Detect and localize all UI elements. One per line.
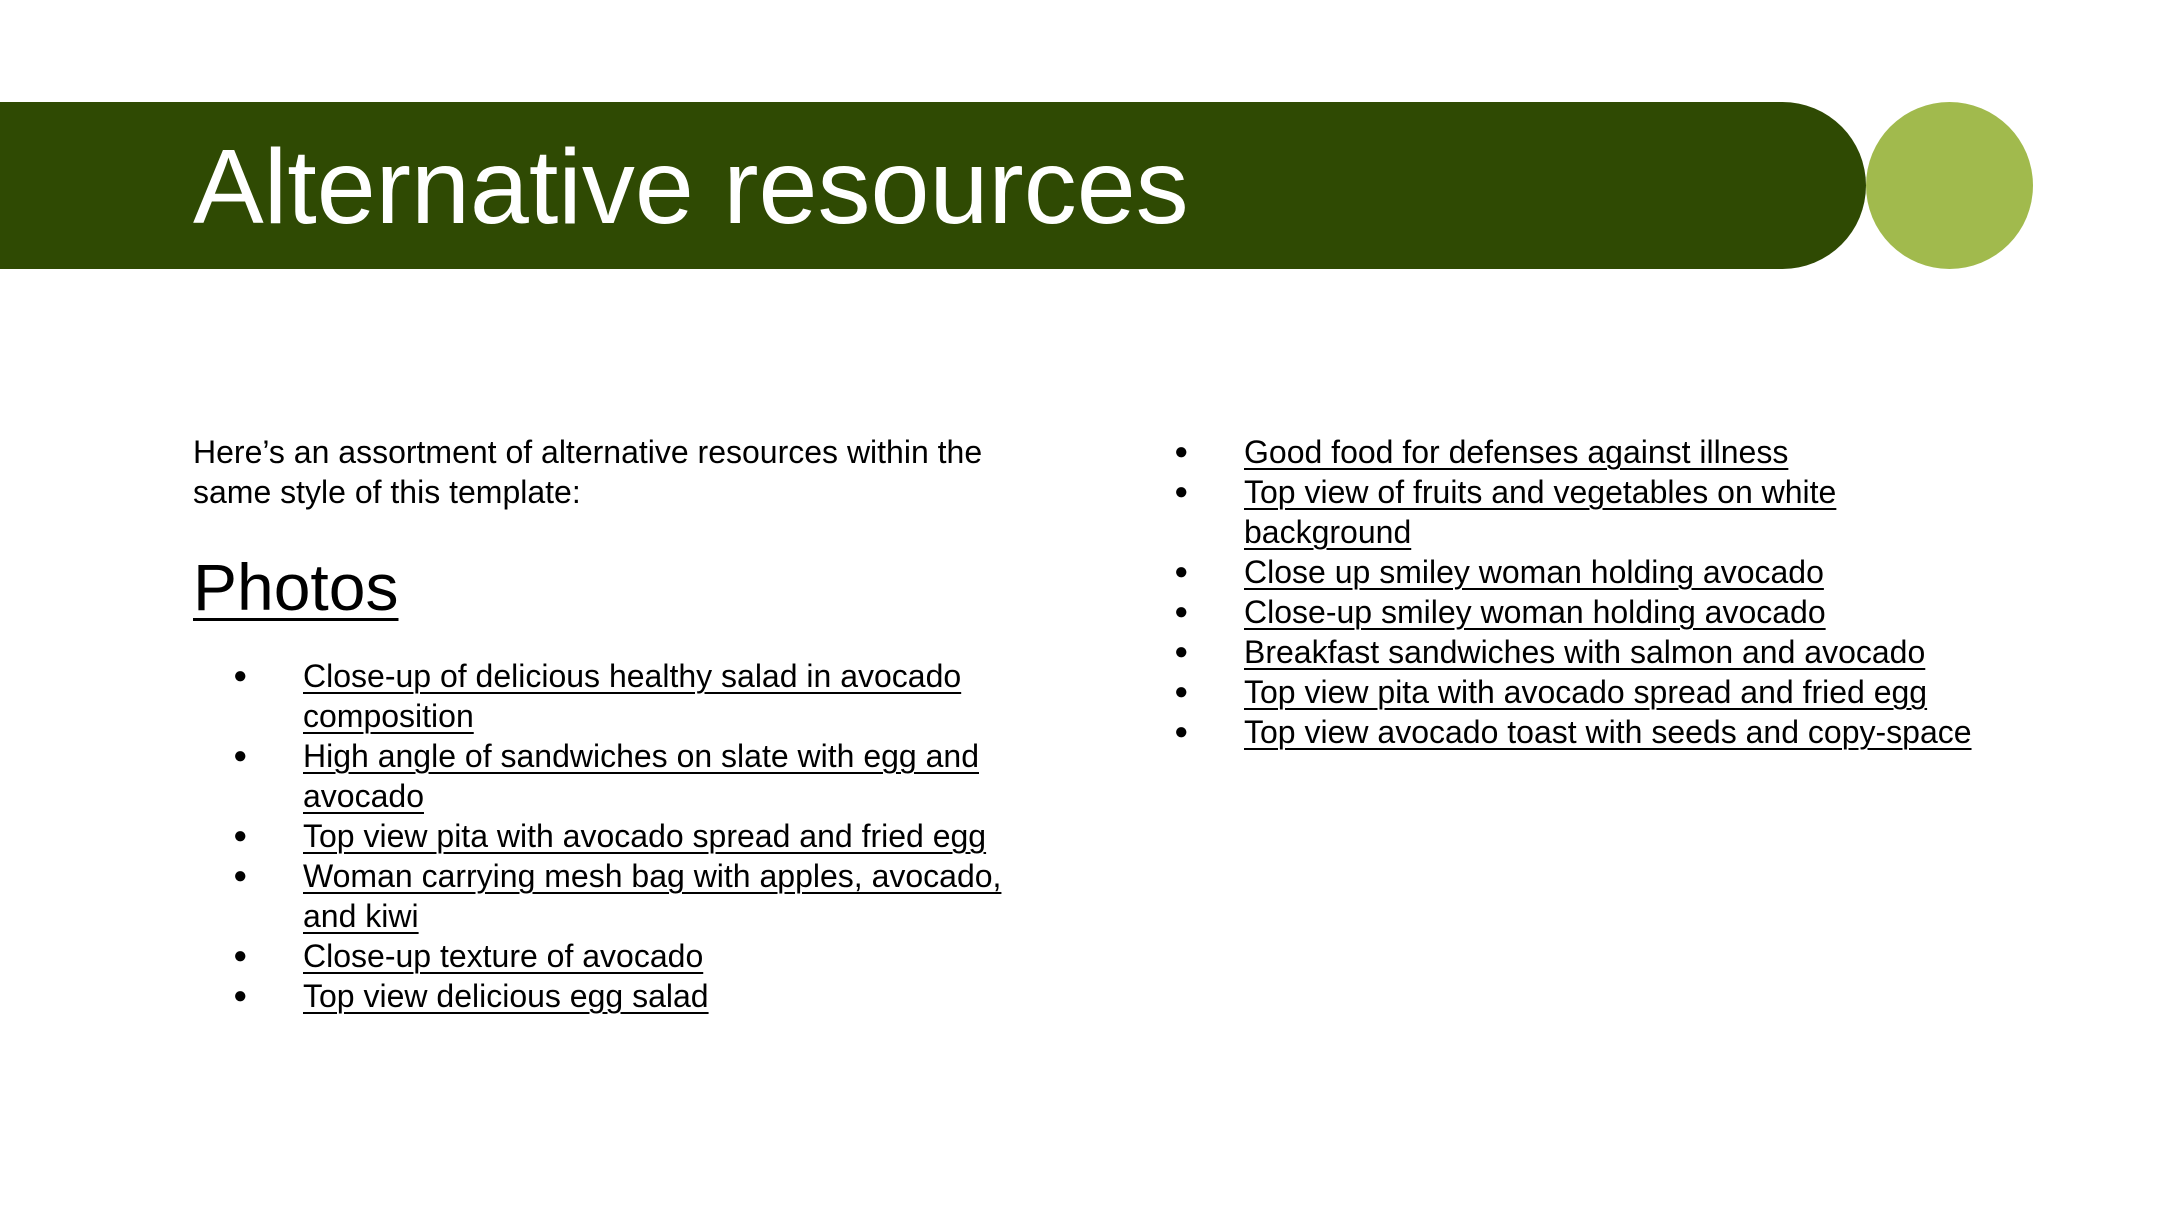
list-item — [193, 736, 1053, 816]
intro-text: Here’s an assortment of alternative resources within the same style of this template: — [193, 434, 983, 510]
resource-link[interactable]: Good food for defenses against illness — [1244, 434, 1789, 470]
bullet-icon: ● — [233, 942, 248, 969]
list-item — [193, 976, 1053, 1016]
bullet-icon: ● — [1174, 558, 1189, 585]
list-item — [1172, 472, 2002, 552]
resource-link[interactable]: Top view pita with avocado spread and fried egg — [303, 818, 987, 854]
photos-link-list-right — [1172, 432, 2002, 752]
right-column — [1172, 432, 2002, 752]
list-item — [193, 936, 1053, 976]
resource-link[interactable]: Close-up of delicious healthy salad in avocado composition — [303, 658, 962, 734]
resource-link[interactable]: Top view avocado toast with seeds and copy-space — [1244, 714, 1972, 750]
bullet-icon: ● — [233, 862, 248, 889]
bullet-icon: ● — [1174, 438, 1189, 465]
list-item — [1172, 552, 2002, 592]
resource-link[interactable]: Top view delicious egg salad — [303, 978, 709, 1014]
resource-link[interactable]: Top view pita with avocado spread and fried egg — [1244, 674, 1928, 710]
resource-link[interactable]: High angle of sandwiches on slate with egg and avocado — [303, 738, 979, 814]
list-item — [1172, 592, 2002, 632]
list-item — [193, 856, 1053, 936]
bullet-icon: ● — [1174, 638, 1189, 665]
list-item — [1172, 432, 2002, 472]
left-column — [193, 432, 1053, 1016]
list-item — [1172, 632, 2002, 672]
list-item — [193, 656, 1053, 736]
resource-link[interactable]: Breakfast sandwiches with salmon and avocado — [1244, 634, 1926, 670]
bullet-icon: ● — [1174, 718, 1189, 745]
bullet-icon: ● — [1174, 598, 1189, 625]
photos-heading: Photos — [193, 550, 399, 624]
bullet-icon: ● — [233, 822, 248, 849]
resource-link[interactable]: Close-up texture of avocado — [303, 938, 704, 974]
resource-link[interactable]: Woman carrying mesh bag with apples, avocado, and kiwi — [303, 858, 1002, 934]
bullet-icon: ● — [1174, 478, 1189, 505]
bullet-icon: ● — [1174, 678, 1189, 705]
list-item — [1172, 672, 2002, 712]
bullet-icon: ● — [233, 742, 248, 769]
list-item — [1172, 712, 2002, 752]
photos-link-list-left — [193, 656, 1053, 1016]
bullet-icon: ● — [233, 662, 248, 689]
resource-link[interactable]: Close up smiley woman holding avocado — [1244, 554, 1824, 590]
resource-link[interactable]: Top view of fruits and vegetables on white background — [1244, 474, 1837, 550]
resource-link[interactable]: Close-up smiley woman holding avocado — [1244, 594, 1826, 630]
list-item — [193, 816, 1053, 856]
bullet-icon: ● — [233, 982, 248, 1009]
slide-title: Alternative resources — [193, 128, 1189, 246]
accent-circle — [1866, 102, 2033, 269]
